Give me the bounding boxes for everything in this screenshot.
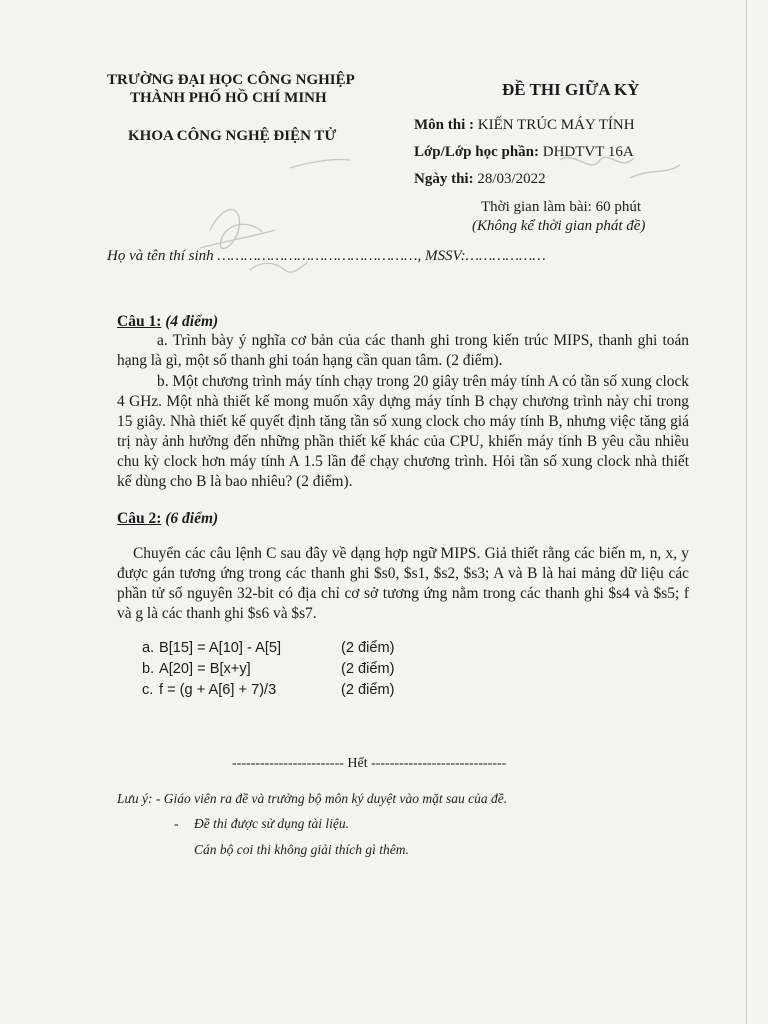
question-2-item-c-points: (2 điểm): [341, 682, 395, 698]
note-3-text: Cán bộ coi thi không giải thích gì thêm.: [194, 842, 409, 857]
date-label: Ngày thi:: [414, 171, 474, 187]
note-2-text: Đề thi được sử dụng tài liệu.: [194, 816, 350, 831]
question-1-label: Câu 1:: [117, 313, 162, 330]
question-2-item-a-marker: a.: [142, 640, 155, 656]
candidate-name-line: Họ và tên thí sinh ………………………………………, MSSV:………………: [107, 248, 546, 264]
question-2-item-b-points: (2 điểm): [341, 661, 395, 677]
end-marker: ------------------------ Hết -----------------------------: [232, 756, 507, 771]
date-line: [414, 171, 546, 188]
note-label: Lưu ý:: [117, 791, 153, 806]
question-2-item-c-expression: f = (g + A[6] + 7)/3: [159, 682, 277, 698]
subject-line: [414, 117, 635, 134]
note-line-1: [117, 791, 507, 807]
question-2-points: (6 điểm): [165, 510, 219, 527]
subject-value: KIẾN TRÚC MÁY TÍNH: [477, 117, 635, 133]
question-2-item-c-marker: c.: [142, 682, 154, 698]
date-value: 28/03/2022: [477, 171, 546, 187]
note-1-text: - Giáo viên ra đề và trưởng bộ môn ký duyệt vào mặt sau của đề.: [155, 791, 508, 806]
exam-duration: Thời gian làm bài: 60 phút: [481, 199, 641, 215]
question-2-intro: Chuyển các câu lệnh C sau đây về dạng hợp ngữ MIPS. Giả thiết rằng các biến m, n, x, y được gán tương ứng trong các thanh ghi $s0, $s1, $s2, $s3; A và B là hai mảng dữ liệu các phần tử số nguyên 32-bit có địa chỉ cơ sở tương ứng nằm trong các thanh ghi $s4 và $s5; f và g là các thanh ghi $s6 và $s7.: [117, 545, 689, 622]
class-line: [414, 144, 634, 161]
university-name-line1: TRƯỜNG ĐẠI HỌC CÔNG NGHIỆP: [107, 72, 355, 88]
question-2-item-a-points: (2 điểm): [341, 640, 395, 656]
question-1-points: (4 điểm): [165, 313, 219, 330]
note-2-bullet: -: [174, 816, 179, 831]
question-2-item-b-marker: b.: [142, 661, 155, 677]
exam-title: ĐỀ THI GIỮA KỲ: [502, 80, 640, 99]
question-2-item-b-expression: A[20] = B[x+y]: [159, 661, 251, 677]
class-label: Lớp/Lớp học phần:: [414, 144, 539, 160]
faculty-name: KHOA CÔNG NGHỆ ĐIỆN TỬ: [128, 128, 337, 144]
class-value: DHDTVT 16A: [542, 144, 634, 160]
question-2-item-a-expression: B[15] = A[10] - A[5]: [159, 640, 282, 656]
question-1-part-a: a. Trình bày ý nghĩa cơ bản của các thanh ghi trong kiến trúc MIPS, thanh ghi toán hạng là gì, một số thanh ghi toán hạng cần quan tâm. (2 điểm).: [117, 332, 689, 369]
question-2-label: Câu 2:: [117, 510, 162, 527]
question-2-heading: [117, 510, 218, 528]
university-name-line2: THÀNH PHỐ HỒ CHÍ MINH: [130, 90, 327, 106]
exam-duration-note: (Không kể thời gian phát đề): [472, 218, 646, 234]
question-1-heading: [117, 313, 218, 331]
scan-edge-line: [746, 0, 747, 1024]
question-1-part-b: b. Một chương trình máy tính chạy trong 20 giây trên máy tính A có tần số xung clock 4 GHz. Một nhà thiết kế mong muốn xây dựng máy tính B chạy chương trình này chỉ trong 15 giây. Nhà thiết kế quyết định tăng tần số xung clock cho máy tính B, nhưng việc tăng giá trị này ảnh hưởng đến những phần thiết kế khác của CPU, khiến máy tính B yêu cầu nhiều chu kỳ clock hơn máy tính A 1.5 lần để chạy chương trình. Hỏi tần số xung clock nhà thiết kế dùng cho B là bao nhiêu? (2 điểm).: [117, 373, 689, 490]
subject-label: Môn thi :: [414, 117, 474, 133]
